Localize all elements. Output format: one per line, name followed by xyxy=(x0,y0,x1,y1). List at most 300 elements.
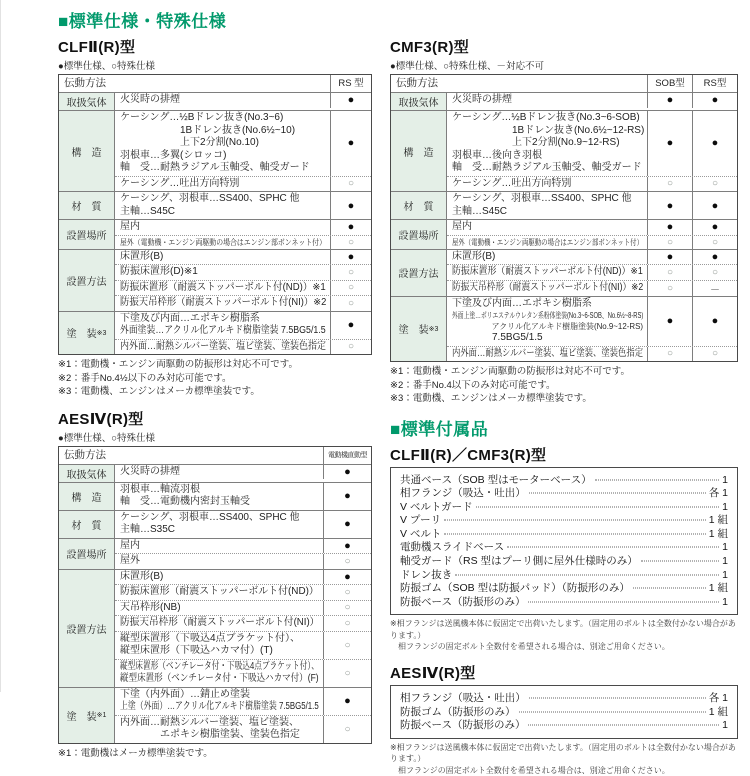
footnote-line: 相フランジの固定ボルト全数付を希望される場合は、別途ご用命ください。 xyxy=(390,765,670,775)
accessory-item xyxy=(400,555,728,569)
spec-line: 防振床置形（耐震ストッパーボルト付(ND)） xyxy=(120,586,319,597)
spec-line: 防振天吊枠形（耐震ストッパーボルト付(NI)）※2 xyxy=(120,297,327,308)
spec-line: 主軸…S35C xyxy=(120,524,176,535)
spec-row xyxy=(59,687,371,743)
dotted-leader xyxy=(641,561,719,562)
clf-cmf-accessories-notes xyxy=(390,618,738,653)
spec-line: 天吊枠形(NB) xyxy=(120,601,181,613)
accessory-item xyxy=(400,474,728,488)
spec-mark-dot: ● xyxy=(330,111,371,176)
spec-row xyxy=(59,538,371,569)
spec-row xyxy=(59,311,371,355)
spec-row-label: 材 質 xyxy=(59,192,115,219)
spec-header-column: SOB型 xyxy=(647,75,692,92)
spec-row-label: 設置方法 xyxy=(59,570,115,687)
spec-cell-text xyxy=(447,220,647,235)
spec-header-row xyxy=(59,447,371,464)
spec-line: 縦型床置形（下吸込4点ブラケット付）、 xyxy=(120,632,301,644)
accessory-item xyxy=(400,541,728,555)
spec-subrow xyxy=(115,312,371,339)
clf-cmf-accessories-box xyxy=(390,467,738,616)
dotted-leader xyxy=(529,697,706,698)
aes4-footnotes xyxy=(58,747,372,761)
accessory-qty: 1 xyxy=(722,555,728,568)
spec-line: 7.5BG5/1.5 xyxy=(452,332,543,343)
spec-row-label: 構 造 xyxy=(59,111,115,191)
spec-cell-text xyxy=(115,312,330,339)
spec-subrow xyxy=(115,715,371,743)
page-title: ■標準仕様・特殊仕様 xyxy=(58,12,227,31)
dotted-leader xyxy=(529,493,706,494)
spec-line: ケーシング、羽根車…SS400、SPHC 他 xyxy=(452,193,632,204)
spec-mark-dot: ● xyxy=(647,220,692,235)
spec-line: ケーシング…½Bドレン抜き(No.3~6) xyxy=(120,112,284,123)
dotted-leader xyxy=(476,506,720,507)
spec-cell-text xyxy=(115,220,330,235)
spec-mark-dot: ● xyxy=(323,483,371,510)
spec-subrow xyxy=(447,176,737,192)
spec-mark-dot: ● xyxy=(323,539,371,554)
accessory-name: V プーリ xyxy=(400,514,442,527)
spec-row xyxy=(59,219,371,249)
spec-line: 上塗（外面）…アクリル化アルキド樹脂塗装 7.5BG5/1.5 xyxy=(120,701,319,712)
aes4-spec-table xyxy=(58,446,372,744)
spec-mark-dot: ● xyxy=(647,192,692,219)
spec-line: 防振床置形（耐震ストッパーボルト付(ND)）※1 xyxy=(452,266,643,277)
footnote-line: ※1：電動機・エンジン両駆動の防振形は対応不可です。 xyxy=(58,359,299,370)
spec-line: 外面塗装…アクリル化アルキド樹脂塗装 7.5BG5/1.5 xyxy=(120,325,326,336)
clf2-legend: ●標準仕様、○特殊仕様 xyxy=(58,61,155,72)
footnote-line: 相フランジの固定ボルト全数付を希望される場合は、別途ご用命ください。 xyxy=(390,642,670,652)
spec-line: ケーシング…吐出方向特別 xyxy=(452,177,572,189)
spec-cell-text xyxy=(447,347,647,362)
accessories-heading: ■標準付属品 xyxy=(390,419,489,439)
accessory-qty: 1 組 xyxy=(708,527,728,540)
spec-header-row xyxy=(391,75,737,92)
spec-cell-text xyxy=(115,236,330,249)
spec-subrow xyxy=(115,111,371,176)
spec-cell-text xyxy=(115,465,323,480)
spec-header-label: 伝動方法 xyxy=(64,77,106,89)
dotted-leader xyxy=(444,520,706,521)
accessory-item xyxy=(400,692,728,706)
spec-subrow xyxy=(447,250,737,265)
spec-subrow xyxy=(115,192,371,219)
spec-line: 外面上塗…ポリエステルウレタン系粉体塗装(No.3~6-SOB、No.6½~8-RS) xyxy=(452,311,644,320)
spec-line: 下塗（内外面）…錆止め塗装 xyxy=(120,688,250,700)
spec-cell-text xyxy=(115,585,323,600)
spec-mark-ring: ○ xyxy=(330,281,371,296)
spec-cell-text xyxy=(447,281,647,296)
accessory-item xyxy=(400,487,728,501)
spec-line: 上下2分割(No.9~12-RS) xyxy=(452,137,620,148)
footnote-line: ※1：電動機・エンジン両駆動の防振形は対応不可です。 xyxy=(390,366,631,377)
spec-header-column: 電動機直動型 xyxy=(323,447,371,464)
footnote-line: ※相フランジは送風機本体に仮固定で出荷いたします。（固定用のボルトは全数付かない場合があります。） xyxy=(390,742,736,764)
clf2-footnotes xyxy=(58,358,372,399)
spec-line: 羽根車…多翼(シロッコ) xyxy=(120,149,227,161)
spec-cell-text xyxy=(115,554,323,569)
spec-mark-ring: ○ xyxy=(323,632,371,659)
dotted-leader xyxy=(528,725,719,726)
spec-row xyxy=(59,464,371,482)
clf2-title: CLFⅡ(R)型 xyxy=(58,39,136,56)
spec-line: 縦型床置形（下吸込ハカマ付）(T) xyxy=(120,645,273,656)
spec-subrow xyxy=(115,339,371,355)
spec-cell-text xyxy=(447,111,647,176)
spec-mark-ring: ○ xyxy=(647,265,692,280)
spec-line: 火災時の排煙 xyxy=(452,94,512,105)
spec-row-label: 塗 装 ※3 xyxy=(59,312,115,355)
aes4-accessories-box xyxy=(390,685,738,739)
accessory-qty: 1 組 xyxy=(708,582,728,595)
accessory-name: V ベルト xyxy=(400,527,442,540)
spec-row xyxy=(391,296,737,362)
spec-subrow xyxy=(447,93,737,108)
spec-mark-dot: ● xyxy=(692,192,737,219)
footnote-line: ※2：番手No.4以下のみ対応可能です。 xyxy=(390,379,556,391)
right-column xyxy=(390,36,738,776)
spec-cell-text xyxy=(115,296,330,311)
aes4-legend: ●標準仕様、○特殊仕様 xyxy=(58,432,155,444)
aes4-accessories-notes xyxy=(390,742,738,776)
spec-mark-dot: ● xyxy=(330,192,371,219)
accessory-qty: 1 xyxy=(722,541,728,554)
spec-row-label: 構 造 xyxy=(59,483,115,510)
spec-line: 屋外 xyxy=(120,555,140,566)
spec-line: 縦型床置形（ベンチレータ付・下吸込4点ブラケット付）、 xyxy=(120,660,319,672)
spec-cell-text xyxy=(115,511,323,538)
spec-row-label: 設置場所 xyxy=(59,220,115,249)
spec-mark-ring: ○ xyxy=(330,236,371,249)
accessory-name: 共通ベース（SOB 型はモーターベース） xyxy=(400,473,592,486)
spec-line: 内外面…耐熱シルバー塗装、塩ビ塗装、 xyxy=(120,716,300,728)
accessory-name: 防振ゴム（防振形のみ） xyxy=(400,705,516,718)
spec-mark-ring: ○ xyxy=(330,177,371,192)
spec-line: 屋内 xyxy=(120,539,140,551)
spec-line: ケーシング、羽根車…SS400、SPHC 他 xyxy=(120,193,300,204)
accessory-name: 電動機スライドベース xyxy=(400,541,505,554)
spec-line: 軸 受…電動機内密封玉軸受 xyxy=(120,496,250,507)
spec-mark-ring: ○ xyxy=(647,347,692,362)
spec-row-label: 塗 装 ※3 xyxy=(391,297,447,362)
spec-line: ケーシング、羽根車…SS400、SPHC 他 xyxy=(120,511,300,523)
spec-cell-text xyxy=(447,93,647,108)
spec-cell-text xyxy=(115,265,330,280)
spec-mark-ring: ○ xyxy=(323,616,371,631)
spec-mark-dot: ● xyxy=(330,250,371,265)
footnote-line: ※3：電動機、エンジンはメーカ標準塗装です。 xyxy=(390,393,592,404)
spec-line: 防振天吊枠形（耐震ストッパーボルト付(NI)） xyxy=(120,617,320,628)
accessory-qty: 1 組 xyxy=(708,705,728,718)
accessory-name: 防振ベース（防振形のみ） xyxy=(400,719,526,732)
dotted-leader xyxy=(507,547,719,548)
spec-line: 屋外（電動機・エンジン両駆動の場合はエンジン部ボンネット付） xyxy=(120,237,326,247)
accessory-item xyxy=(400,501,728,515)
spec-row-label: 取扱気体 xyxy=(391,93,447,110)
spec-row-label: 取扱気体 xyxy=(59,93,115,110)
spec-mark-ring: ○ xyxy=(330,265,371,280)
spec-row-label: 構 造 xyxy=(391,111,447,191)
spec-cell-text xyxy=(115,660,323,687)
spec-subrow xyxy=(447,235,737,249)
spec-cell-text xyxy=(447,192,647,219)
spec-mark-ring: ○ xyxy=(330,296,371,311)
spec-header-label: 伝動方法 xyxy=(396,77,438,89)
spec-subrow xyxy=(115,631,371,659)
spec-line: 1Bドレン抜き(No.6½~12-RS) xyxy=(452,124,645,136)
spec-cell-text xyxy=(115,177,330,192)
aes4-accessories-title: AESⅣ(R)型 xyxy=(390,664,476,682)
spec-mark-ring: ○ xyxy=(692,236,737,249)
accessory-name: ドレン抜き xyxy=(400,568,453,581)
spec-row xyxy=(59,510,371,538)
spec-cell-text xyxy=(447,177,647,192)
spec-line: 下塗及び内面…エポキシ樹脂系 xyxy=(120,312,260,324)
spec-row-label: 設置場所 xyxy=(59,539,115,569)
spec-line: 火災時の排煙 xyxy=(120,94,180,105)
accessory-item xyxy=(400,528,728,542)
accessory-item xyxy=(400,706,728,720)
spec-header-label: 伝動方法 xyxy=(64,448,106,461)
footnote-line: ※3：電動機、エンジンはメーカ標準塗装です。 xyxy=(58,386,260,397)
spec-cell-text xyxy=(115,601,323,616)
spec-cell-text xyxy=(115,192,330,219)
spec-mark-ring: ○ xyxy=(647,177,692,192)
spec-cell-text xyxy=(115,539,323,554)
spec-subrow xyxy=(447,111,737,176)
spec-row xyxy=(391,110,737,191)
spec-subrow xyxy=(447,346,737,362)
spec-subrow xyxy=(447,192,737,219)
spec-header-column: RS型 xyxy=(692,75,737,92)
spec-row xyxy=(59,191,371,219)
accessory-qty: 1 xyxy=(722,473,728,486)
accessory-qty: 1 xyxy=(722,719,728,732)
accessory-name: 相フランジ（吸込・吐出） xyxy=(400,691,526,704)
spec-row-label: 塗 装 ※1 xyxy=(59,688,115,743)
spec-subrow xyxy=(115,615,371,631)
spec-mark-dot: ● xyxy=(330,93,371,108)
spec-header-column: RS 型 xyxy=(330,75,371,92)
spec-line: 床置形(B) xyxy=(452,250,496,262)
accessory-qty: 1 xyxy=(722,568,728,581)
accessory-name: V ベルトガード xyxy=(400,500,473,513)
dotted-leader xyxy=(455,574,719,575)
accessory-item xyxy=(400,596,728,610)
spec-subrow xyxy=(115,511,371,538)
spec-mark-ring: ○ xyxy=(323,660,371,687)
spec-line: エポキシ樹脂塗装、塗装色指定 xyxy=(120,729,300,740)
spec-mark-ring: ○ xyxy=(330,340,371,355)
spec-line: 火災時の排煙 xyxy=(120,465,180,477)
accessory-item xyxy=(400,582,728,596)
spec-subrow xyxy=(115,659,371,687)
accessory-qty: 1 組 xyxy=(708,514,728,527)
spec-row xyxy=(391,191,737,219)
cmf3-legend: ●標準仕様、○特殊仕様、－対応不可 xyxy=(390,61,544,72)
spec-mark-dot: ● xyxy=(330,312,371,339)
spec-cell-text xyxy=(115,340,330,355)
spec-subrow xyxy=(115,176,371,192)
spec-mark-ring: ○ xyxy=(323,716,371,743)
spec-mark-dot: ● xyxy=(647,250,692,265)
accessory-item xyxy=(400,569,728,583)
spec-mark-ring: ○ xyxy=(692,265,737,280)
spec-cell-text xyxy=(115,281,330,296)
spec-row-label: 材 質 xyxy=(59,511,115,538)
spec-line: 1Bドレン抜き(No.6½~10) xyxy=(120,124,296,136)
spec-subrow xyxy=(115,483,371,510)
spec-mark-dot: ● xyxy=(647,111,692,176)
spec-mark-dot: ● xyxy=(647,93,692,108)
spec-line: 床置形(B) xyxy=(120,250,164,262)
spec-subrow xyxy=(115,600,371,616)
spec-row xyxy=(59,249,371,311)
spec-row xyxy=(59,110,371,191)
dotted-leader xyxy=(595,479,720,480)
spec-row xyxy=(59,482,371,510)
dotted-leader xyxy=(519,711,706,712)
accessory-item xyxy=(400,514,728,528)
spec-mark-dot: ● xyxy=(323,688,371,715)
spec-row-label: 設置方法 xyxy=(59,250,115,311)
spec-subrow xyxy=(115,465,371,480)
spec-row xyxy=(391,92,737,110)
spec-line: 羽根車…後向き羽根 xyxy=(452,149,542,161)
spec-line: 内外面…耐熱シルバー塗装、塩ビ塗装、塗装色指定 xyxy=(120,340,327,352)
aes4-title: AESⅣ(R)型 xyxy=(58,410,144,428)
spec-subrow xyxy=(447,264,737,280)
cmf3-title: CMF3(R)型 xyxy=(390,39,470,56)
spec-subrow xyxy=(447,220,737,235)
spec-line: 上下2分割(No.10) xyxy=(120,137,259,148)
spec-line: 軸 受…耐熱ラジアル玉軸受、軸受ガード xyxy=(452,162,642,173)
spec-mark-dot: ● xyxy=(692,220,737,235)
accessory-qty: 1 xyxy=(722,500,728,513)
spec-mark-dot: ● xyxy=(692,111,737,176)
cmf3-spec-table xyxy=(390,74,738,362)
spec-subrow xyxy=(115,235,371,249)
spec-cell-text xyxy=(447,236,647,249)
spec-row-label: 材 質 xyxy=(391,192,447,219)
spec-line: 主軸…S45C xyxy=(120,205,176,217)
spec-subrow xyxy=(115,295,371,311)
spec-subrow xyxy=(115,539,371,554)
spec-line: 縦型床置形（ベンチレータ付・下吸込ハカマ付）(F) xyxy=(120,673,319,684)
accessory-name: 軸受ガード（RS 型はプーリ側に屋外仕様時のみ） xyxy=(400,555,638,568)
spec-subrow xyxy=(115,553,371,569)
spec-mark-dot: ● xyxy=(692,93,737,108)
dotted-leader xyxy=(633,588,706,589)
accessory-name: 防振ベース（防振形のみ） xyxy=(400,595,526,608)
dotted-leader xyxy=(528,601,719,602)
spec-subrow xyxy=(115,220,371,235)
spec-subrow xyxy=(115,280,371,296)
spec-cell-text xyxy=(115,616,323,631)
spec-line: 羽根車…軸流羽根 xyxy=(120,483,200,495)
footnote-line: ※1：電動機はメーカ標準塗装です。 xyxy=(58,747,213,759)
accessory-qty: 各 1 xyxy=(708,487,728,500)
spec-mark-dot: ● xyxy=(323,511,371,538)
spec-subrow xyxy=(115,250,371,265)
accessory-name: 相フランジ（吸込・吐出） xyxy=(400,487,526,500)
spec-line: 屋外（電動機・エンジン両駆動の場合はエンジン部ボンネット付） xyxy=(452,237,643,247)
spec-row-label: 設置方法 xyxy=(391,250,447,296)
spec-line: 床置形(B) xyxy=(120,570,164,582)
spec-row-label: 設置場所 xyxy=(391,220,447,249)
clf-cmf-accessories-title: CLFⅡ(R)／CMF3(R)型 xyxy=(390,446,547,464)
spec-line: 下塗及び内面…エポキシ樹脂系 xyxy=(452,297,592,309)
spec-cell-text xyxy=(115,111,330,176)
spec-cell-text xyxy=(115,250,330,265)
spec-line: 屋内 xyxy=(120,221,140,232)
clf2-spec-table xyxy=(58,74,372,355)
spec-line: ケーシング…吐出方向特別 xyxy=(120,177,240,189)
spec-mark-dot: ● xyxy=(692,297,737,346)
spec-line: 屋内 xyxy=(452,221,472,232)
spec-line: 防振床置形(D)※1 xyxy=(120,266,198,277)
spec-cell-text xyxy=(115,570,323,585)
spec-subrow xyxy=(115,264,371,280)
left-column xyxy=(58,36,372,760)
spec-mark-dot: ● xyxy=(323,465,371,480)
spec-subrow xyxy=(115,584,371,600)
spec-line: ケーシング…½Bドレン抜き(No.3~6-SOB) xyxy=(452,112,640,123)
spec-cell-text xyxy=(447,250,647,265)
spec-line: 内外面…耐熱シルバー塗装、塩ビ塗装、塗装色指定 xyxy=(452,347,644,359)
spec-subrow xyxy=(447,297,737,346)
spec-row xyxy=(391,219,737,249)
accessory-qty: 各 1 xyxy=(708,691,728,704)
spec-subrow xyxy=(115,93,371,108)
spec-mark-ring: ○ xyxy=(323,585,371,600)
spec-mark-ring: ○ xyxy=(323,601,371,616)
spec-subrow xyxy=(447,280,737,296)
spec-cell-text xyxy=(115,483,323,510)
spec-line: アクリル化アルキド樹脂塗装(No.9~12-RS) xyxy=(452,322,644,331)
spec-mark-dot: ● xyxy=(647,297,692,346)
spec-row-label: 取扱気体 xyxy=(59,465,115,482)
spec-line: 防振天吊枠形（耐震ストッパーボルト付(NI)）※2 xyxy=(452,281,644,293)
spec-header-row xyxy=(59,75,371,92)
footnote-line: ※2：番手No.4½以下のみ対応可能です。 xyxy=(58,372,232,384)
footnote-line: ※相フランジは送風機本体に仮固定で出荷いたします。（固定用のボルトは全数付かない場合があります。） xyxy=(390,619,736,640)
spec-mark-ring: ○ xyxy=(323,554,371,569)
cmf3-footnotes xyxy=(390,365,738,406)
spec-mark-dash: － xyxy=(692,281,737,296)
spec-mark-ring: ○ xyxy=(647,236,692,249)
dotted-leader xyxy=(444,533,705,534)
spec-line: 主軸…S45C xyxy=(452,205,508,217)
spec-mark-dot: ● xyxy=(323,570,371,585)
spec-cell-text xyxy=(115,632,323,659)
spec-mark-dot: ● xyxy=(692,250,737,265)
spec-row xyxy=(59,569,371,687)
spec-cell-text xyxy=(447,297,647,346)
spec-cell-text xyxy=(447,265,647,280)
accessory-name: 防振ゴム（SOB 型は防振パッド）（防振形のみ） xyxy=(400,582,630,595)
spec-cell-text xyxy=(115,93,330,108)
spec-line: 防振床置形（耐震ストッパーボルト付(ND)）※1 xyxy=(120,281,326,293)
accessory-item xyxy=(400,719,728,733)
spec-mark-dot: ● xyxy=(330,220,371,235)
spec-line: 軸 受…耐熱ラジアル玉軸受、軸受ガード xyxy=(120,162,310,173)
spec-mark-ring: ○ xyxy=(647,281,692,296)
spec-mark-ring: ○ xyxy=(692,177,737,192)
spec-row xyxy=(391,249,737,296)
spec-cell-text xyxy=(115,716,323,743)
